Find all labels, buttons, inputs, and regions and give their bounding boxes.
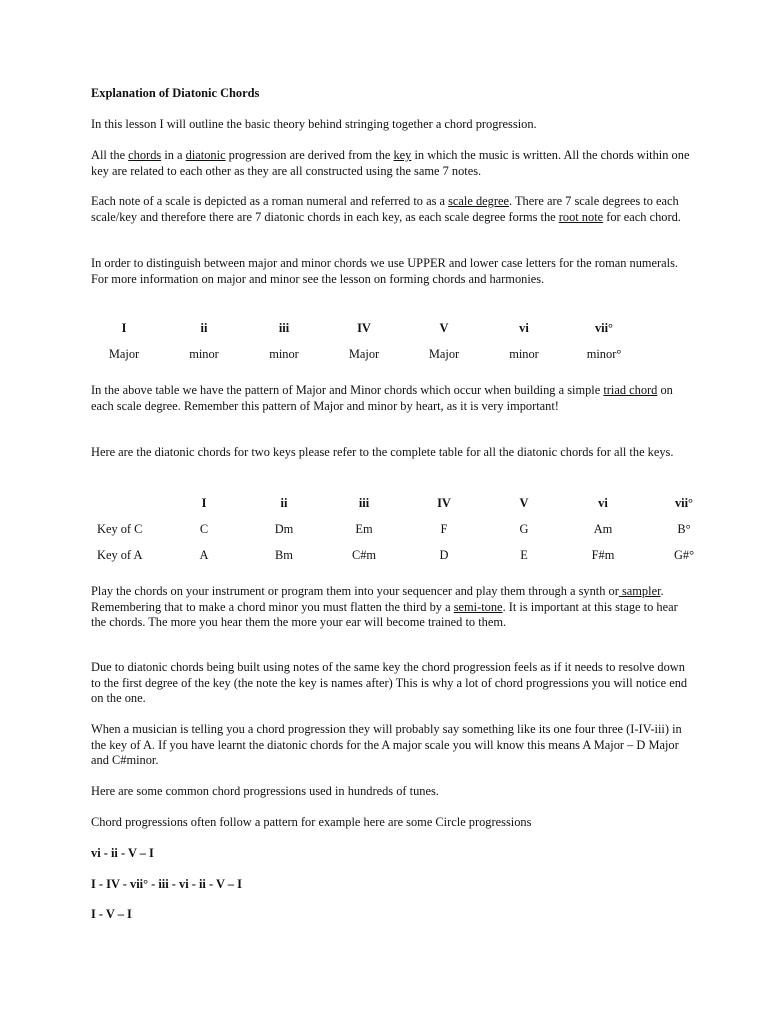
degree-quality: Major [428,347,460,361]
practice-paragraph [91,584,691,631]
key-table-cell: C#m [351,548,377,562]
degree-numeral: iii [278,321,290,335]
progression-item: I - IV - vii° - iii - vi - ii - V – I [91,877,242,891]
text-run: on each scale degree. Remember this pattern of Major and minor by heart, as it is very important! [91,383,673,413]
circle-progressions-paragraph: Chord progressions often follow a pattern for example here are some Circle progressions [91,815,532,829]
key-table-cell: F#m [591,548,615,562]
scale-degree-link[interactable]: scale degree [448,194,509,208]
pattern-paragraph [91,383,691,414]
semitone-link[interactable]: semi-tone [453,599,503,614]
text-run: Play the chords on your instrument or program them into your sequencer and play them through a synth or [91,584,619,598]
degree-numeral: I [121,321,127,335]
intro-paragraph: In this lesson I will outline the basic theory behind stringing together a chord progression. [91,117,537,131]
document-title: Explanation of Diatonic Chords [91,86,260,100]
key-table-cell: Am [593,522,613,536]
text-run: . It is important at this stage to hear the chords. The more you hear them the more your ear will become trained to them. [91,599,678,629]
degree-quality: Major [348,347,380,361]
table-row [0,548,768,566]
key-table-row-label: Key of C [97,522,143,536]
text-run: . Remembering that to make a chord minor you must flatten the third by a [91,584,664,614]
chords-link[interactable]: chords [128,148,162,162]
text-run: for each chord. [603,209,681,224]
degree-quality: minor° [586,347,622,361]
key-table-cell: Em [355,522,373,536]
degree-numeral: V [439,321,449,335]
key-table-header-cell: IV [437,496,451,510]
text-run: in which the music is written. All the chords within one key are related to each other as they are all constructed using the same 7 notes. [91,148,690,178]
triad-chord-link[interactable]: triad chord [603,383,658,397]
key-table-cell: Dm [274,522,294,536]
text-run: All the [91,148,129,162]
key-table-header-cell: vi [598,496,608,510]
musician-paragraph: When a musician is telling you a chord progression they will probably say something like its one four three (I-IV-iii) in the key of A. If you have learnt the diatonic chords for the A major scale you will know this means A Major – D Major and C#minor. [91,722,682,767]
key-table-cell: E [520,548,528,562]
root-note-link[interactable]: root note [558,209,604,224]
degree-quality: minor [509,347,539,361]
key-table-header-cell: iii [358,496,370,510]
key-table-header-cell: ii [280,496,288,510]
degree-numeral: vi [519,321,529,335]
two-keys-paragraph: Here are the diatonic chords for two keys please refer to the complete table for all the diatonic chords for all the keys. [91,445,674,459]
key-table-header-cell: vii° [674,496,694,510]
scale-degree-paragraph [91,194,691,225]
text-run: in a [161,148,186,162]
chords-paragraph [91,148,691,179]
progression-item: vi - ii - V – I [91,846,154,860]
degree-table-qualities [0,347,768,365]
text-run: progression are derived from the [225,148,394,162]
degree-quality: minor [269,347,299,361]
text-run: In the above table we have the pattern of Major and Minor chords which occur when building a simple [91,383,604,397]
key-table-cell: D [439,548,449,562]
key-table-cell: B° [677,522,691,536]
key-table-header-cell: I [201,496,207,510]
key-table-cell: A [199,548,209,562]
key-table-cell: F [440,522,448,536]
key-link[interactable]: key [393,148,412,162]
degree-quality: Major [108,347,140,361]
diatonic-link[interactable]: diatonic [185,148,226,162]
key-table-cell: G [519,522,529,536]
common-progressions-paragraph: Here are some common chord progressions used in hundreds of tunes. [91,784,439,798]
key-table-row-label: Key of A [97,548,143,562]
text-run: Each note of a scale is depicted as a roman numeral and referred to as a [91,194,449,208]
key-table-header [0,496,768,514]
key-table-cell: Bm [275,548,293,562]
resolve-paragraph: Due to diatonic chords being built using notes of the same key the chord progression feels as if it needs to resolve down to the first degree of the key (the note the key is names after) This is why a lot of chord progressions you will notice end on the one. [91,660,688,705]
degree-table-header [0,321,768,339]
sampler-link[interactable]: sampler [618,584,661,598]
degree-quality: minor [189,347,219,361]
degree-numeral: ii [200,321,208,335]
degree-numeral: vii° [594,321,614,335]
case-paragraph: In order to distinguish between major and minor chords we use UPPER and lower case letters for the roman numerals. For more information on major and minor see the lesson on forming chords and harmonies. [91,256,679,286]
progression-item: I - V – I [91,907,132,921]
degree-numeral: IV [357,321,371,335]
key-table-cell: C [199,522,209,536]
key-table-cell: G#° [673,548,695,562]
table-row [0,522,768,540]
key-table-header-cell: V [519,496,529,510]
text-run: . There are 7 scale degrees to each scale/key and therefore there are 7 diatonic chords in each key, as each scale degree forms the [91,194,679,224]
